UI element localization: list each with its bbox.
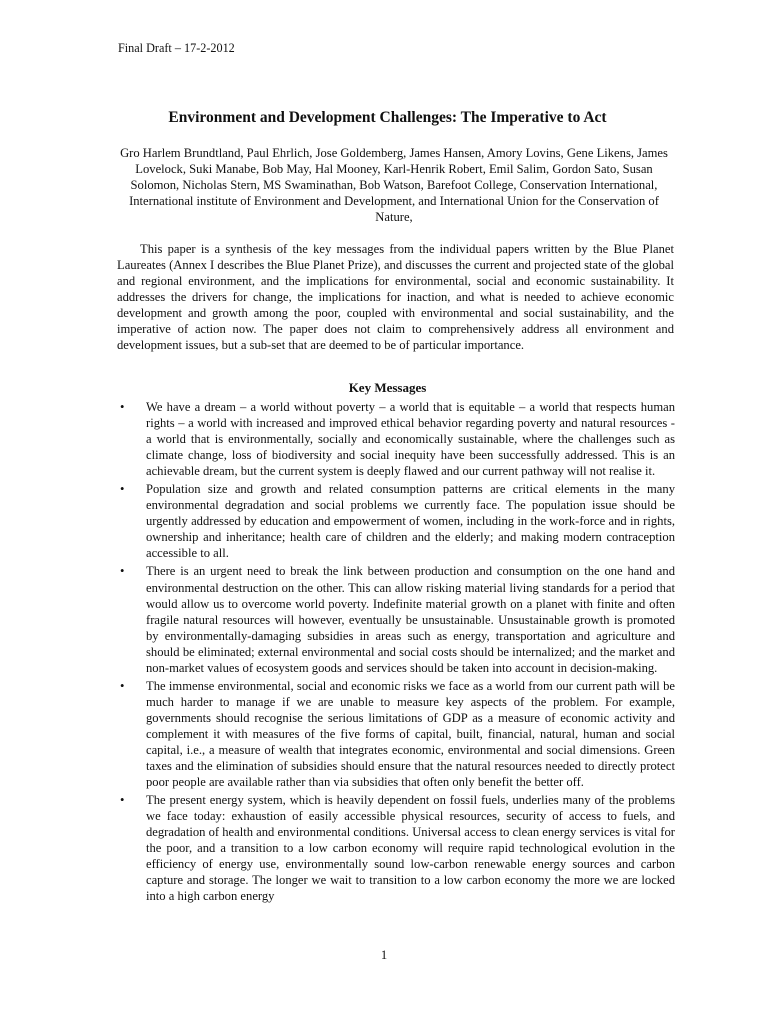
bullet-icon: • — [120, 482, 125, 497]
key-message-text: The immense environmental, social and economic risks we face as a world from our current path will be much harder to manage if we are unable to measure key aspects of the problem. For example, governments should recognise the serious limitations of GDP as a measure of economic activity and complement it with measures of the five forms of capital, built, financial, natural, human and social capital, i.e., a measure of wealth that integrates economic, environmental and social dimensions. Green taxes and the elimination of subsidies should ensure that the natural resources needed to directly protect poor people are available rather than via subsidies that often only benefit the better off. — [146, 678, 675, 790]
key-message-text: There is an urgent need to break the link between production and consumption on the one hand and environmental destruction on the other. This can allow risking material living standards for a period that would allow us to overcome world poverty. Indefinite material growth on a planet with finite and often fragile natural resources will however, eventually be unsustainable. Unsustainable growth is promoted by environmentally-damaging subsidies in areas such as energy, transportation and agriculture and should be eliminated; external environmental and social costs should be internalized; and the market and non-market values of ecosystem goods and services should be taken into account in decision-making. — [146, 564, 675, 675]
key-message-item — [117, 399, 675, 479]
document-title: Environment and Development Challenges: The Imperative to Act — [168, 109, 607, 126]
page-number: 1 — [380, 948, 388, 962]
author-list: Gro Harlem Brundtland, Paul Ehrlich, Jose Goldemberg, James Hansen, Amory Lovins, Gene Likens, James Lovelock, Suki Manabe, Bob May, Hal Mooney, Karl-Henrik Robert, Emil Salim, Gordon Sato, Susan Solomon, Nicholas Stern, MS Swaminathan, Bob Watson, Barefoot College, Conservation International, International institute of Environment and Development, and International Union for the Conservation of Nature, — [120, 146, 668, 225]
key-message-text: Population size and growth and related consumption patterns are critical elements in the many environmental degradation and social problems we currently face. The population issue should be urgently addressed by education and empowerment of women, including in the work-force and in rights, ownership and inheritance; health care of children and the elderly; and making modern contraception accessible to all. — [146, 482, 675, 561]
bullet-icon: • — [120, 793, 125, 808]
key-message-item — [117, 481, 675, 561]
draft-date-header: Final Draft – 17-2-2012 — [118, 41, 235, 55]
key-message-text: We have a dream – a world without poverty – a world that is equitable – a world that respects human rights – a world with increased and improved ethical behavior regarding poverty and natural resources - a world that is environmentally, socially and economically sustainable, where the challenges such as climate change, loss of biodiversity and social inequity have been successfully addressed. This is an achievable dream, but the current system is deeply flawed and our current pathway will not realise it. — [146, 400, 675, 479]
key-message-item — [117, 678, 675, 790]
key-messages-list — [117, 399, 675, 906]
key-message-item — [117, 563, 675, 675]
bullet-icon: • — [120, 564, 125, 579]
key-message-text: The present energy system, which is heavily dependent on fossil fuels, underlies many of the problems we face today: exhaustion of easily accessible physical resources, security of access to fuels, and degradation of health and environmental conditions. Universal access to clean energy services is vital for the poor, and a transition to a low carbon economy will require rapid technological evolution in the efficiency of energy use, environmentally sound low-carbon renewable energy sources and carbon capture and storage. The longer we wait to transition to a low carbon economy the more we are locked into a high carbon energy — [146, 793, 675, 904]
key-messages-heading: Key Messages — [348, 380, 427, 395]
bullet-icon: • — [120, 678, 125, 693]
abstract-paragraph: This paper is a synthesis of the key messages from the individual papers written by the Blue Planet Laureates (Annex I describes the Blue Planet Prize), and discusses the current and projected state of the global and regional environment, and the implications for environmental, social and economic sustainability. It addresses the drivers for change, the implications for inaction, and what is needed to achieve economic development and growth among the poor, coupled with environmental and social sustainability, and the imperative of action now. The paper does not claim to comprehensively address all environment and development issues, but a sub-set that are deemed to be of particular importance. — [117, 242, 674, 353]
key-message-item — [117, 792, 675, 904]
bullet-icon: • — [120, 400, 125, 414]
